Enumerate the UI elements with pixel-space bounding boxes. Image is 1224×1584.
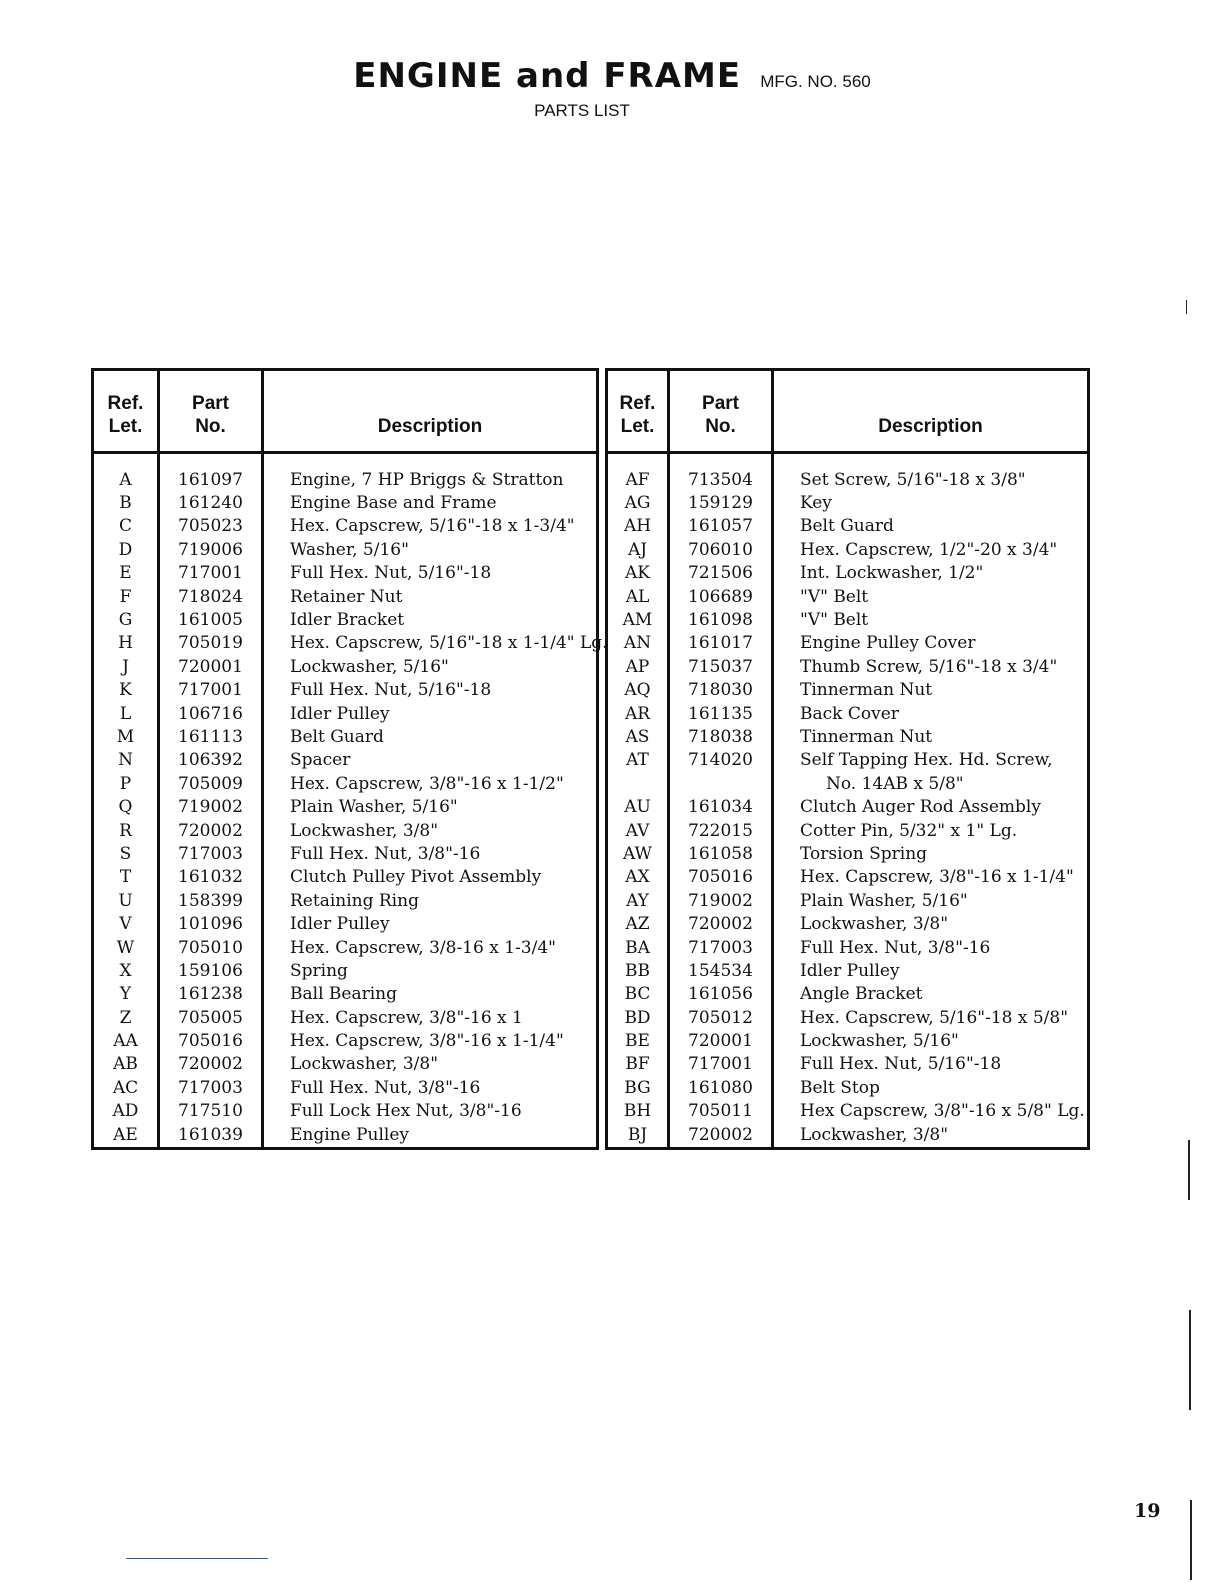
parts-tables [91,368,1090,1150]
part-description: Tinnerman Nut [773,679,1089,702]
table-row [607,1053,1089,1076]
part-number: 719002 [159,795,263,818]
empty-cell [669,1146,773,1148]
table-row [607,655,1089,678]
ref-letter: L [119,703,132,724]
table-row [607,819,1089,842]
part-number: 161238 [159,983,263,1006]
part-no-header: Part No. [669,370,773,453]
ref-letter: AD [112,1101,139,1122]
ref-letter: F [119,586,132,607]
empty-cell [159,1146,263,1148]
scan-margin-mark [1189,1310,1191,1410]
part-number: 705012 [669,1006,773,1029]
part-number: 714020 [669,749,773,772]
part-number: 106716 [159,702,263,725]
ref-letter: AV [625,820,650,841]
part-description: Full Hex. Nut, 3/8"-16 [263,842,598,865]
part-description: Idler Pulley [263,912,598,935]
table-row [607,702,1089,725]
table-row [93,983,598,1006]
part-number: 720002 [669,1123,773,1146]
part-description: Engine Pulley Cover [773,632,1089,655]
part-number: 705010 [159,936,263,959]
part-description: Hex. Capscrew, 1/2"-20 x 3/4" [773,538,1089,561]
ref-letter: BF [625,1054,650,1075]
ref-letter: P [119,773,132,794]
ref-letter: AQ [624,680,651,701]
table-row [607,538,1089,561]
part-number: 717001 [159,679,263,702]
ref-letter: AE [113,1124,138,1145]
table-row [93,912,598,935]
scan-margin-mark [1190,1500,1192,1580]
description-header: Description [263,370,598,453]
part-number: 159106 [159,959,263,982]
part-description: Full Hex. Nut, 5/16"-18 [773,1053,1089,1076]
table-row [93,538,598,561]
table-header-row [93,370,598,453]
ref-letter: AR [624,703,651,724]
table-row [93,655,598,678]
table-row [93,1076,598,1099]
empty-cell [607,1146,669,1148]
part-number: 720002 [669,912,773,935]
part-number: 717003 [669,936,773,959]
ref-letter: AH [623,516,652,537]
table-row [607,842,1089,865]
table-row [607,725,1089,748]
ref-letter: AC [112,1077,139,1098]
table-row [93,491,598,514]
part-description: Hex. Capscrew, 3/8"-16 x 1-1/4" [263,1029,598,1052]
ref-letter: Q [118,797,133,818]
part-number: 161034 [669,795,773,818]
ref-let-header: Ref. Let. [93,370,159,453]
part-number: 720002 [159,1053,263,1076]
part-number: 158399 [159,889,263,912]
table-row [93,679,598,702]
ref-letter: T [119,867,132,888]
ref-letter: AA [113,1031,138,1052]
table-row [93,749,598,772]
ref-letter: B [119,493,132,514]
part-description: "V" Belt [773,608,1089,631]
part-number: 705005 [159,1006,263,1029]
part-description: Hex. Capscrew, 5/16"-18 x 5/8" [773,1006,1089,1029]
ref-letter: Y [119,984,132,1005]
ref-letter: BH [623,1101,652,1122]
table-row [607,772,1089,795]
ref-letter: AM [622,610,653,631]
ref-letter: BJ [627,1124,648,1145]
part-number: 161240 [159,491,263,514]
part-description: Hex. Capscrew, 3/8"-16 x 1-1/2" [263,772,598,795]
table-row [607,1076,1089,1099]
part-number: 713504 [669,453,773,492]
part-number: 719006 [159,538,263,561]
ref-letter: G [118,610,133,631]
table-row [93,562,598,585]
part-number: 161080 [669,1076,773,1099]
table-row [607,912,1089,935]
table-row [93,453,598,492]
ref-letter: Z [119,1007,132,1028]
part-description: Full Hex. Nut, 3/8"-16 [263,1076,598,1099]
table-row [607,1123,1089,1146]
ref-letter: W [116,937,135,958]
part-description: Idler Bracket [263,608,598,631]
table-header-row [607,370,1089,453]
table-row [93,959,598,982]
part-number: 718030 [669,679,773,702]
part-description: Cotter Pin, 5/32" x 1" Lg. [773,819,1089,842]
table-row [607,562,1089,585]
part-description: Lockwasher, 3/8" [773,1123,1089,1146]
part-number: 161097 [159,453,263,492]
part-description: Belt Stop [773,1076,1089,1099]
part-number: 161058 [669,842,773,865]
ref-letter: V [119,914,132,935]
ref-letter: D [118,539,133,560]
part-number: 722015 [669,819,773,842]
part-number: 161098 [669,608,773,631]
part-number: 101096 [159,912,263,935]
table-row [93,1123,598,1146]
table-row [93,608,598,631]
part-description: Hex. Capscrew, 3/8-16 x 1-3/4" [263,936,598,959]
part-description: Retaining Ring [263,889,598,912]
part-number: 717001 [669,1053,773,1076]
ref-letter: BA [625,937,650,958]
part-description: Clutch Pulley Pivot Assembly [263,866,598,889]
table-row [607,795,1089,818]
ref-letter: AU [624,797,651,818]
ref-letter [607,772,669,795]
part-description: Engine Pulley [263,1123,598,1146]
part-description: Ball Bearing [263,983,598,1006]
part-description: Idler Pulley [773,959,1089,982]
ref-letter: AP [625,656,650,677]
part-description: Torsion Spring [773,842,1089,865]
part-number: 705019 [159,632,263,655]
page-number: 19 [1134,1500,1161,1522]
part-description: Int. Lockwasher, 1/2" [773,562,1089,585]
part-number: 161032 [159,866,263,889]
part-number: 161005 [159,608,263,631]
part-number: 706010 [669,538,773,561]
part-description: Hex. Capscrew, 5/16"-18 x 1-1/4" Lg. [263,632,598,655]
ref-letter: N [118,750,133,771]
part-description: Lockwasher, 3/8" [263,1053,598,1076]
table-row [607,1029,1089,1052]
part-description: Hex. Capscrew, 3/8"-16 x 1-1/4" [773,866,1089,889]
part-number: 106689 [669,585,773,608]
part-number: 717001 [159,562,263,585]
table-row [93,795,598,818]
ref-letter: BD [624,1007,651,1028]
ref-letter: BB [625,960,650,981]
table-row [607,959,1089,982]
table-row [607,936,1089,959]
part-description: Hex Capscrew, 3/8"-16 x 5/8" Lg. [773,1100,1089,1123]
table-row [93,632,598,655]
ref-letter: U [118,890,133,911]
part-description: Spacer [263,749,598,772]
part-number: 161017 [669,632,773,655]
part-number: 718024 [159,585,263,608]
part-description: Tinnerman Nut [773,725,1089,748]
part-description: Plain Washer, 5/16" [263,795,598,818]
part-number: 159129 [669,491,773,514]
ref-letter: AJ [627,539,648,560]
ref-letter: AG [624,493,651,514]
table-row [93,1100,598,1123]
part-number: 720001 [669,1029,773,1052]
page-header [0,56,1224,96]
table-row [93,1006,598,1029]
part-number: 161056 [669,983,773,1006]
table-row [93,1029,598,1052]
ref-letter: H [118,633,133,654]
ref-letter: BG [624,1077,651,1098]
table-row [607,749,1089,772]
parts-table-left-body [93,453,608,1149]
ref-letter: K [119,680,132,701]
empty-cell [773,1146,1089,1148]
ref-letter: J [122,656,129,677]
table-row [607,889,1089,912]
ref-letter: AW [622,843,653,864]
part-description: Engine Base and Frame [263,491,598,514]
ref-letter: A [119,469,132,490]
table-row [93,1053,598,1076]
part-description: No. 14AB x 5/8" [773,772,1089,795]
empty-cell [93,1146,159,1148]
part-number: 719002 [669,889,773,912]
ref-letter: AB [113,1054,138,1075]
part-number [669,772,773,795]
part-number: 717003 [159,842,263,865]
parts-table-left [91,368,608,1150]
parts-table-right [605,368,1090,1150]
table-row [93,702,598,725]
part-description: Belt Guard [773,515,1089,538]
ref-letter: AX [625,867,650,888]
part-number: 715037 [669,655,773,678]
ref-letter: BC [624,984,651,1005]
part-description: Idler Pulley [263,702,598,725]
part-number: 705016 [669,866,773,889]
part-description: Key [773,491,1089,514]
ref-letter: S [119,843,132,864]
parts-table-right-body [607,453,1089,1149]
ref-letter: E [119,563,132,584]
table-row [607,866,1089,889]
ref-letter: AT [626,750,649,771]
part-description: Clutch Auger Rod Assembly [773,795,1089,818]
table-row [93,936,598,959]
part-description: Spring [263,959,598,982]
table-row [93,866,598,889]
ref-letter: AZ [625,914,650,935]
page-title: ENGINE and FRAME [353,56,742,96]
part-description: Lockwasher, 5/16" [773,1029,1089,1052]
ref-letter: C [118,516,132,537]
ref-letter: R [119,820,132,841]
part-number: 705009 [159,772,263,795]
part-number: 718038 [669,725,773,748]
table-row [607,515,1089,538]
table-row [93,585,598,608]
ref-letter: AN [623,633,652,654]
ref-let-header: Ref. Let. [607,370,669,453]
part-description: Retainer Nut [263,585,598,608]
part-no-header: Part No. [159,370,263,453]
ref-letter: X [119,960,132,981]
scan-margin-mark [1188,1140,1190,1200]
part-number: 720001 [159,655,263,678]
table-row [93,842,598,865]
part-number: 106392 [159,749,263,772]
part-description: Back Cover [773,702,1089,725]
part-description: Full Hex. Nut, 5/16"-18 [263,562,598,585]
part-number: 161057 [669,515,773,538]
mfg-number: MFG. NO. 560 [760,72,871,91]
ref-letter: AF [625,469,650,490]
table-row [607,632,1089,655]
part-number: 720002 [159,819,263,842]
part-number: 705023 [159,515,263,538]
part-description: Hex. Capscrew, 5/16"-18 x 1-3/4" [263,515,598,538]
table-row [607,608,1089,631]
table-row [607,679,1089,702]
table-row [607,453,1089,492]
part-description: "V" Belt [773,585,1089,608]
page-subtitle: PARTS LIST [534,101,630,120]
table-row [607,1006,1089,1029]
table-row [607,1100,1089,1123]
table-filler-row [93,1146,598,1148]
part-number: 705016 [159,1029,263,1052]
footer-rule [126,1558,268,1559]
table-row [93,515,598,538]
part-number: 705011 [669,1100,773,1123]
ref-letter: BE [625,1031,650,1052]
table-filler-row [607,1146,1089,1148]
table-row [607,983,1089,1006]
empty-cell [263,1146,598,1148]
ref-letter: AL [625,586,650,607]
ref-letter: M [116,726,135,747]
part-description: Lockwasher, 3/8" [263,819,598,842]
table-row [93,819,598,842]
part-description: Washer, 5/16" [263,538,598,561]
part-description: Full Lock Hex Nut, 3/8"-16 [263,1100,598,1123]
table-row [607,585,1089,608]
scan-margin-mark [1186,300,1187,314]
table-row [93,772,598,795]
part-number: 721506 [669,562,773,585]
table-row [93,889,598,912]
description-header: Description [773,370,1089,453]
part-description: Engine, 7 HP Briggs & Stratton [263,453,598,492]
part-number: 154534 [669,959,773,982]
part-number: 717510 [159,1100,263,1123]
part-description: Set Screw, 5/16"-18 x 3/8" [773,453,1089,492]
part-number: 161039 [159,1123,263,1146]
part-description: Lockwasher, 5/16" [263,655,598,678]
ref-letter: AK [625,563,650,584]
ref-letter: AS [625,726,650,747]
part-description: Self Tapping Hex. Hd. Screw, [773,749,1089,772]
part-number: 161135 [669,702,773,725]
part-description: Belt Guard [263,725,598,748]
table-row [93,725,598,748]
part-description: Plain Washer, 5/16" [773,889,1089,912]
part-description: Angle Bracket [773,983,1089,1006]
table-row [607,491,1089,514]
part-description: Lockwasher, 3/8" [773,912,1089,935]
part-description: Thumb Screw, 5/16"-18 x 3/4" [773,655,1089,678]
part-description: Hex. Capscrew, 3/8"-16 x 1 [263,1006,598,1029]
part-number: 161113 [159,725,263,748]
ref-letter: AY [626,890,649,911]
part-description: Full Hex. Nut, 3/8"-16 [773,936,1089,959]
part-number: 717003 [159,1076,263,1099]
part-description: Full Hex. Nut, 5/16"-18 [263,679,598,702]
